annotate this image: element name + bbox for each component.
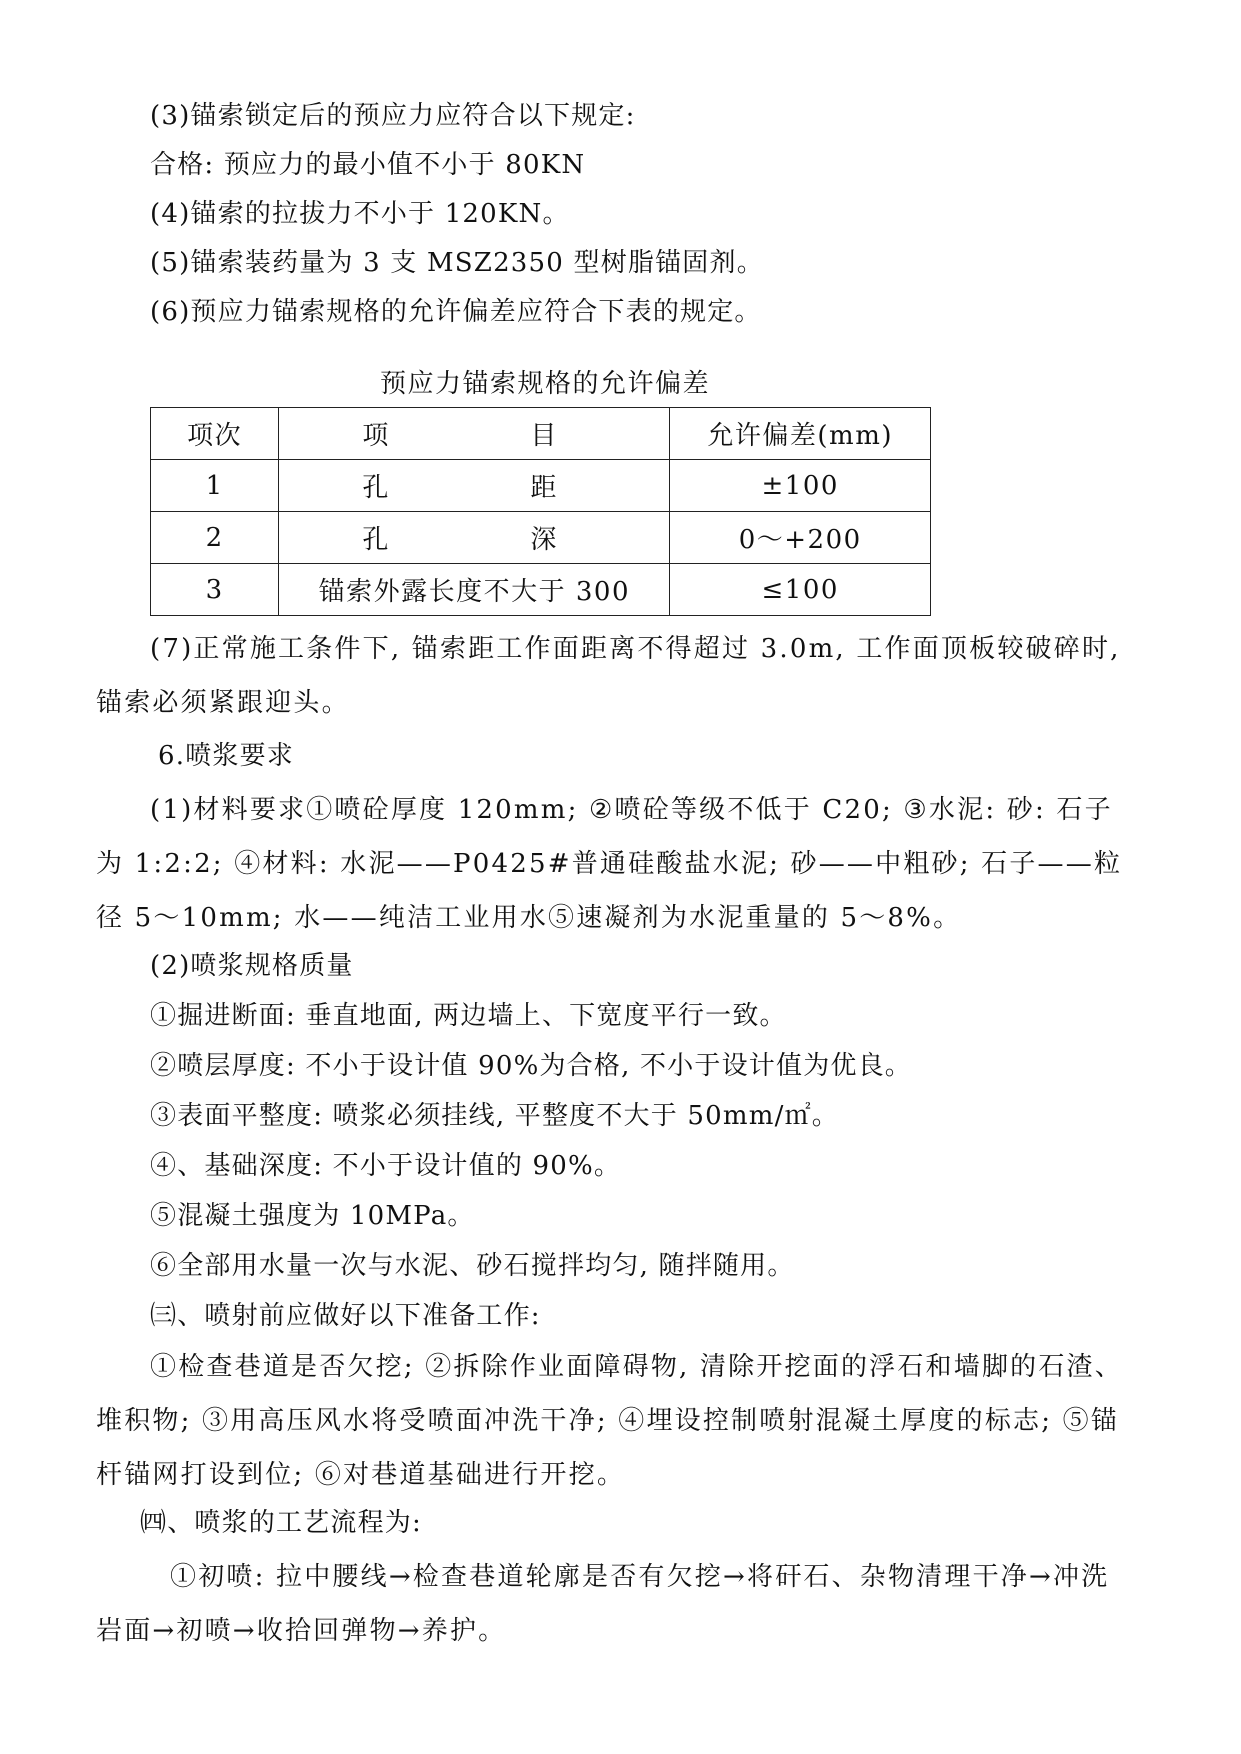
table-header-row [151,408,931,460]
line-6: (6)预应力锚索规格的允许偏差应符合下表的规定。 [150,297,762,327]
table-cell: 孔 距 [279,460,670,512]
header-cell: 允许偏差(mm) [670,408,931,460]
quality-item: ⑥全部用水量一次与水泥、砂石搅拌均匀, 随拌随用。 [150,1251,795,1281]
section-6-quality-heading: (2)喷浆规格质量 [150,951,354,981]
table-cell: 3 [151,564,279,616]
quality-item: ②喷层厚度: 不小于设计值 90%为合格, 不小于设计值为优良。 [150,1051,913,1081]
table-cell: 1 [151,460,279,512]
header-cell: 项次 [151,408,279,460]
table-row [151,512,931,564]
table-caption: 预应力锚索规格的允许偏差 [379,369,710,399]
table-cell: 0～+200 [670,512,931,564]
deviation-table [150,407,931,616]
table-cell: 孔 深 [279,512,670,564]
table-cell: ≤100 [670,564,931,616]
section-3-body: ①检查巷道是否欠挖; ②拆除作业面障碍物, 清除开挖面的浮石和墙脚的石渣、堆积物; ③用高压风水将受喷面冲洗干净; ④埋设控制喷射混凝土厚度的标志; ⑤锚杆锚网打设到位; ⑥对巷道基础进行开挖。 [96,1352,1123,1490]
section-6-heading: 6.喷浆要求 [158,741,295,771]
line-5: (5)锚索装药量为 3 支 MSZ2350 型树脂锚固剂。 [150,248,764,278]
line-4: (4)锚索的拉拔力不小于 120KN。 [150,199,570,229]
table-cell: 2 [151,512,279,564]
quality-item: ⑤混凝土强度为 10MPa。 [150,1201,475,1231]
line-3: (3)锚索锁定后的预应力应符合以下规定: [150,101,636,131]
quality-item: ③表面平整度: 喷浆必须挂线, 平整度不大于 50mm/㎡。 [150,1101,839,1131]
quality-item: ④、基础深度: 不小于设计值的 90%。 [150,1151,622,1181]
paragraph-7: (7)正常施工条件下, 锚索距工作面距离不得超过 3.0m, 工作面顶板较破碎时, 锚索必须紧跟迎头。 [96,634,1121,718]
table-cell: 锚索外露长度不大于 300 [279,564,670,616]
line-qualified: 合格: 预应力的最小值不小于 80KN [150,150,586,180]
header-cell: 项 目 [279,408,670,460]
table-row [151,564,931,616]
quality-item: ①掘进断面: 垂直地面, 两边墙上、下宽度平行一致。 [150,1001,787,1031]
table-row [151,460,931,512]
section-6-materials: (1)材料要求①喷砼厚度 120mm; ②喷砼等级不低于 C20; ③水泥: 砂: 石子为 1:2:2; ④材料: 水泥——P0425#普通硅酸盐水泥; 砂——中粗砂; 石子——粒径 5～10mm; 水——纯洁工业用水⑤速凝剂为水泥重量的 5～8%。 [96,795,1123,933]
section-4-heading: ㈣、喷浆的工艺流程为: [140,1508,422,1538]
section-3-heading: ㈢、喷射前应做好以下准备工作: [150,1301,541,1331]
section-4-body: ①初喷: 拉中腰线→检查巷道轮廓是否有欠挖→将矸石、杂物清理干净→冲洗岩面→初喷→收拾回弹物→养护。 [96,1562,1110,1646]
table-cell: ±100 [670,460,931,512]
